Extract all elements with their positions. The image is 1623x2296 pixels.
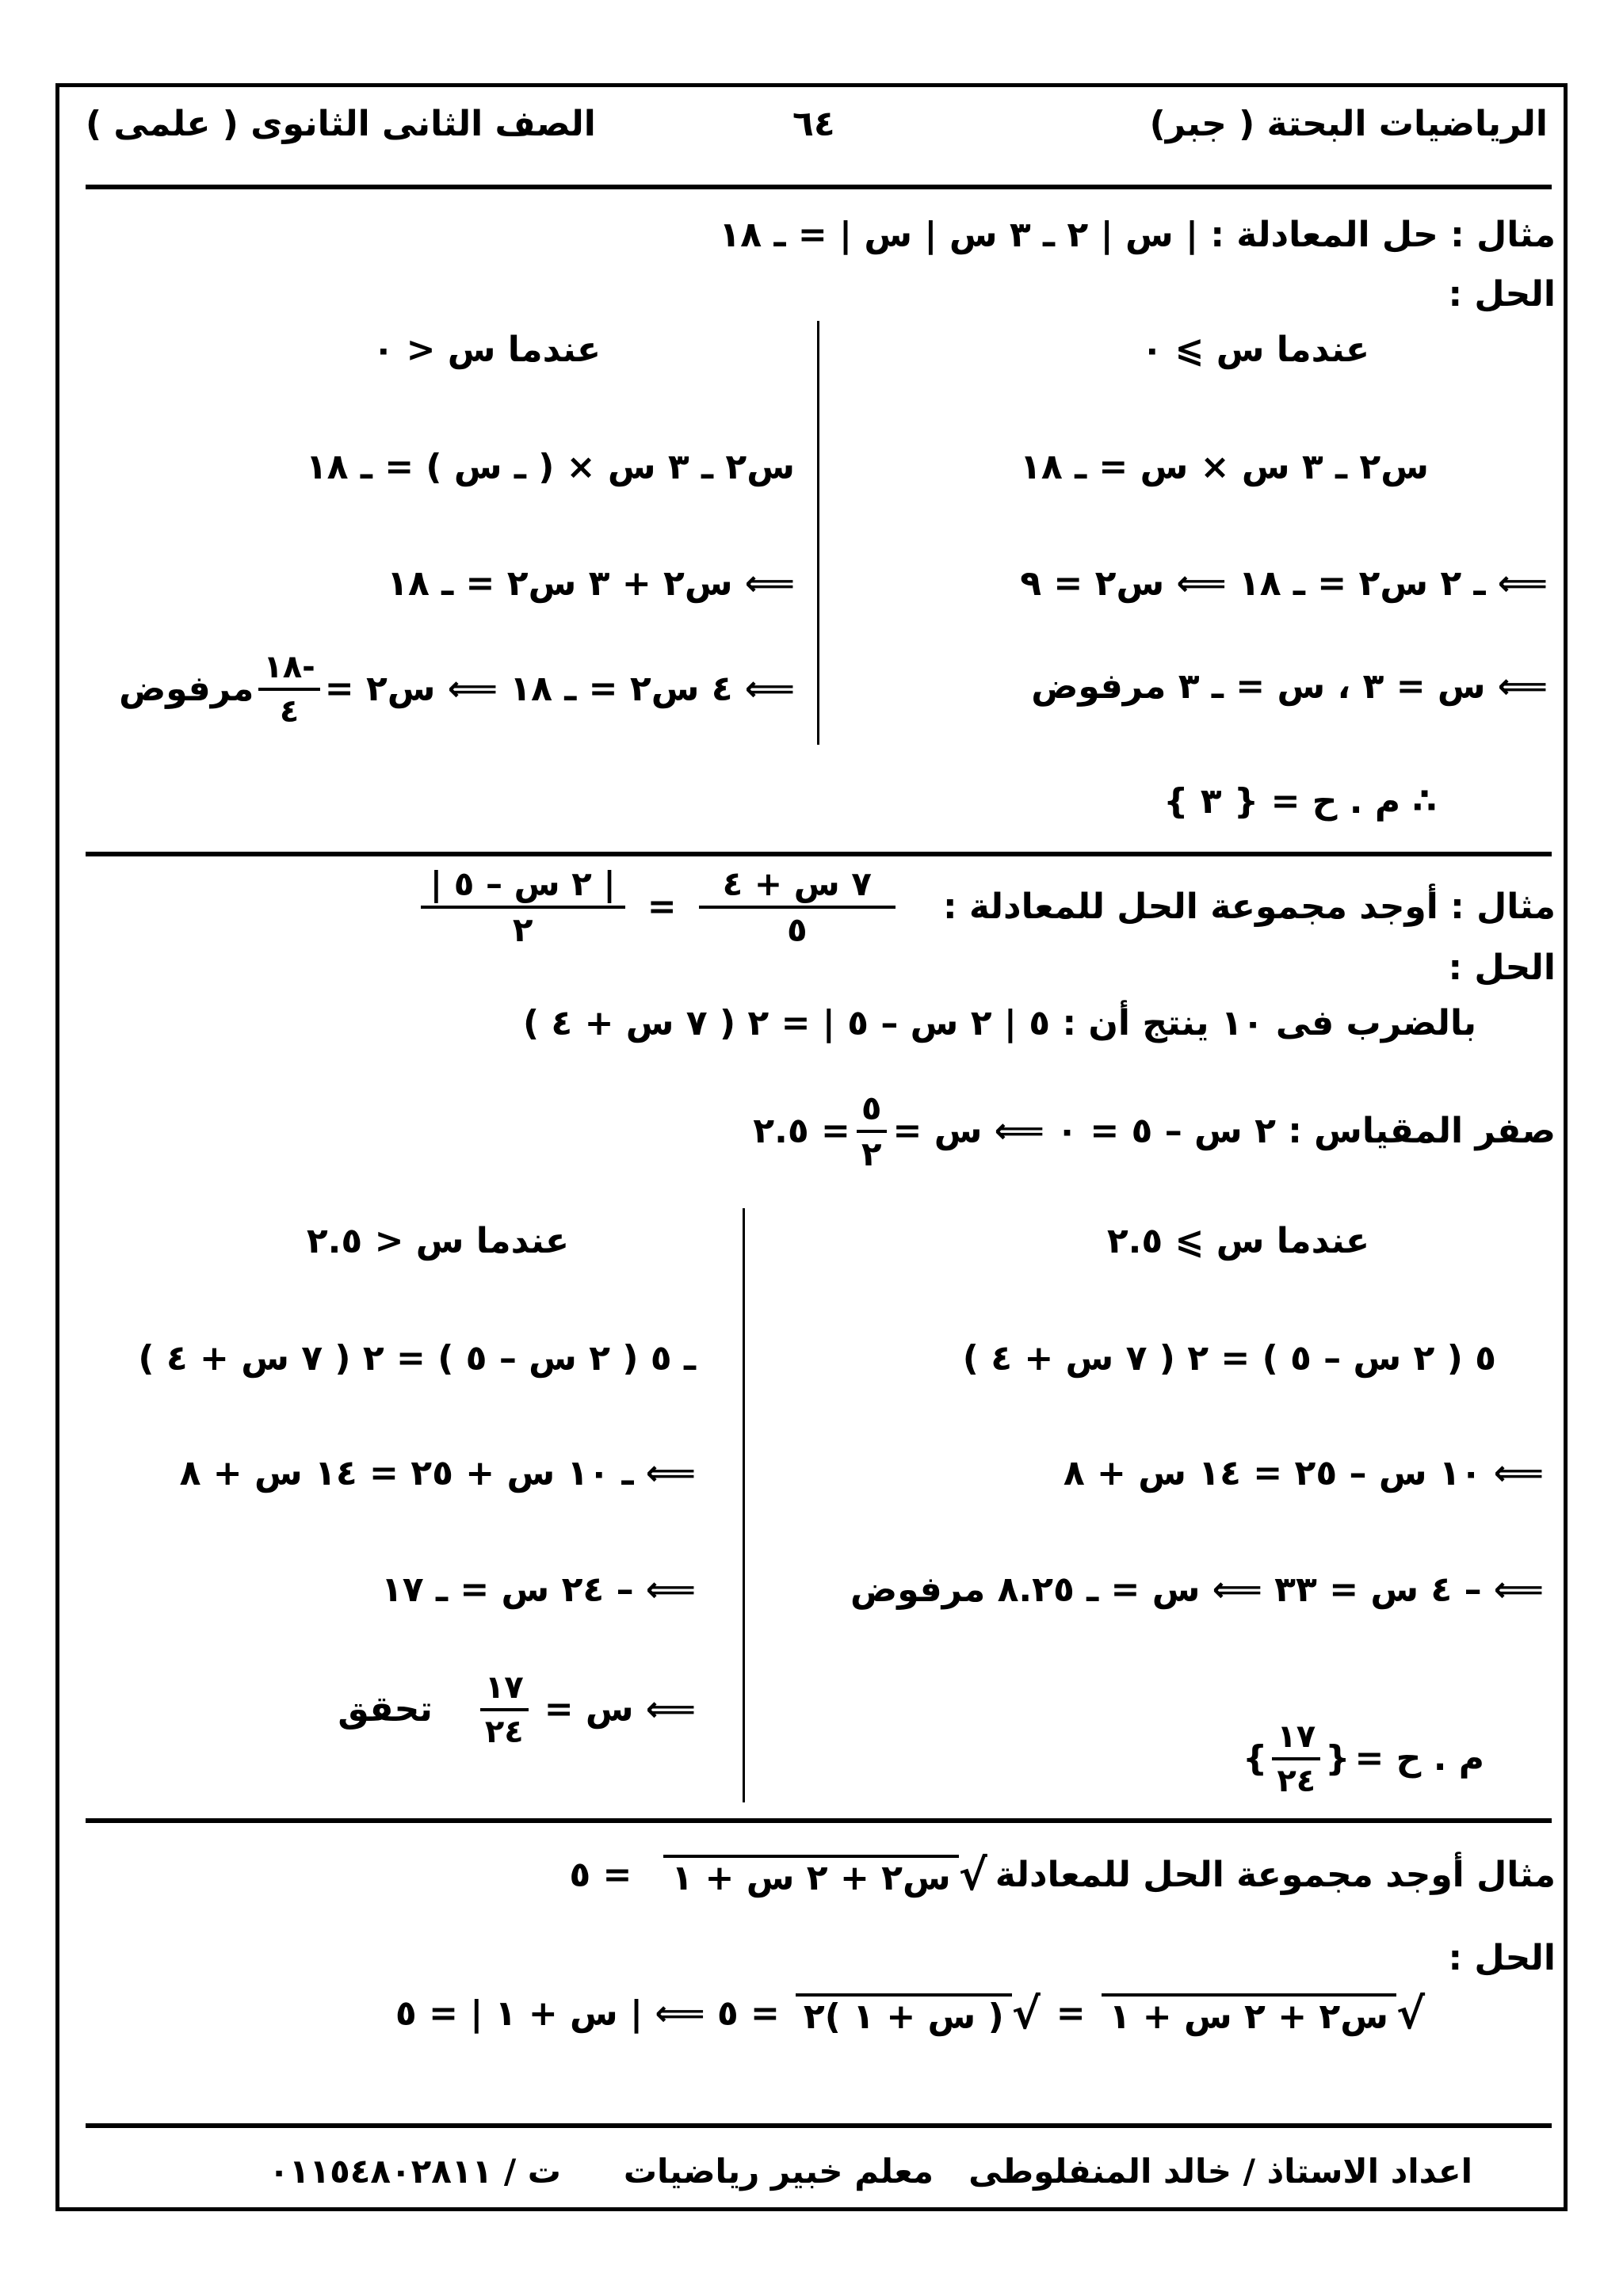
example1-left-line-3 <box>119 649 795 730</box>
fraction-denominator: ٢٤ <box>1277 1763 1316 1799</box>
example2-left-line-3: ⟸ – ٢٤ س = ـ ١٧ <box>380 1569 696 1610</box>
example2-left-line-2: ⟸ ـ ١٠ س + ٢٥ = ١٤ س + ٨ <box>179 1453 696 1493</box>
fraction-numerator: ١٧ <box>480 1672 529 1711</box>
example2-zero-fraction <box>857 1089 887 1173</box>
example3-title: مثال أوجد مجموعة الحل للمعادلة <box>995 1855 1556 1895</box>
example1-left-line-1: س٢ ـ ٣ س × ( ـ س ) = ـ ١٨ <box>305 447 795 487</box>
example3-step-rest: = ٥ ⟸ | س + ١ | = ٥ <box>395 1993 780 2034</box>
example2-divider <box>86 1818 1552 1823</box>
fraction-denominator: ٢٤ <box>484 1714 524 1750</box>
fraction-numerator: | ٢ س – ٥ | <box>421 868 625 909</box>
example2-right-line-2: ⟸ ١٠ س – ٢٥ = ١٤ س + ٨ <box>1063 1453 1544 1493</box>
example2-zero-line <box>753 1089 1556 1173</box>
example2-left-line-4 <box>338 1669 696 1750</box>
fraction-denominator: ٢ <box>861 1135 882 1173</box>
fraction-denominator: ٢ <box>512 910 533 949</box>
example1-case-left-title: عندما س < ٠ <box>372 330 601 370</box>
example1-right-line-3: ⟸ س = ٣ ، س = ـ ٣ مرفوض <box>1031 666 1548 707</box>
example2-solution-label: الحل : <box>1448 948 1556 988</box>
example2-left-final-prefix: ⟸ س = <box>544 1689 696 1730</box>
header-grade: الصف الثانى الثانوى ( علمى ) <box>86 104 596 144</box>
footer-phone: ت / ٠١١٥٤٨٠٢٨١١ <box>269 2152 561 2191</box>
example1-left-line-3-text: ⟸ ٤ س٢ = ـ ١٨ ⟸ س٢ = <box>324 669 795 709</box>
example2-lhs-fraction <box>699 864 896 949</box>
header-subject: الرياضيات البحتة ( جبر) <box>1149 104 1548 144</box>
example3-rhs: = ٥ <box>569 1855 632 1895</box>
example3-step-radicand-2: ( س + ١ )٢ <box>796 1993 1012 2035</box>
example2-zero-text: صفر المقياس : ٢ س – ٥ = ٠ ⟸ س = <box>892 1111 1556 1151</box>
example2-case-divider <box>743 1208 745 1802</box>
footer-author: اعداد الاستاذ / خالد المنفلوطى <box>968 2152 1472 2191</box>
example3-title-line <box>569 1850 1556 1900</box>
example3-solution-label: الحل : <box>1448 1938 1556 1978</box>
example2-rhs-fraction <box>421 864 625 949</box>
example2-title-line <box>421 864 1556 949</box>
example2-left-line-1: ـ ٥ ( ٢ س – ٥ ) = ٢ ( ٧ س + ٤ ) <box>138 1338 696 1379</box>
example2-solution-set: م . ح = { $\frac{١٧}{٢٤}$ } <box>1243 1718 1484 1799</box>
example1-right-line-1: س٢ ـ ٣ س × س = ـ ١٨ <box>1020 447 1429 487</box>
fraction-numerator: -١٨ <box>258 651 319 691</box>
example3-step-equals: = <box>1056 1993 1086 2034</box>
example2-right-line-1: ٥ ( ٢ س – ٥ ) = ٢ ( ٧ س + ٤ ) <box>962 1338 1496 1379</box>
example2-title: مثال : أوجد مجموعة الحل للمعادلة : <box>942 887 1556 927</box>
example1-title: مثال : حل المعادلة : | س | ٢ ـ ٣ س | س | = ـ ١٨ <box>719 215 1556 255</box>
rejected-label: مرفوض <box>119 669 254 709</box>
example2-case-left-title: عندما س < ٢.٥ <box>306 1221 569 1261</box>
example2-zero-value: = ٢.٥ <box>753 1111 850 1151</box>
header-divider <box>86 185 1552 189</box>
footer-divider <box>86 2123 1552 2128</box>
verified-label: تحقق <box>338 1689 433 1730</box>
example1-left-fraction <box>258 649 319 730</box>
fraction-numerator: ٧ س + ٤ <box>699 868 896 909</box>
fraction-denominator: ٥ <box>786 910 808 949</box>
example1-solution-set: ∴ م . ح = { ٣ } <box>1163 781 1437 822</box>
radical-sign-icon: √ <box>1396 1989 1425 2039</box>
example1-case-right-title: عندما س ⩾ ٠ <box>1141 330 1369 370</box>
example1-solution-label: الحل : <box>1448 274 1556 315</box>
solution-set-prefix: م . ح = <box>1354 1738 1484 1779</box>
example3-step-line <box>395 1989 1425 2039</box>
example2-case-right-title: عندما س ⩾ ٢.٥ <box>1106 1221 1369 1261</box>
example1-right-line-2: ⟸ ـ ٢ س٢ = ـ ١٨ ⟸ س٢ = ٩ <box>1020 563 1548 604</box>
example2-right-line-3: ⟸ – ٤ س = ٣٣ ⟸ س = ـ ٨.٢٥ مرفوض <box>850 1569 1544 1610</box>
footer-title: معلم خبير رياضيات <box>623 2152 934 2191</box>
page-number: ٦٤ <box>792 104 835 144</box>
example1-case-divider <box>817 321 819 745</box>
fraction-numerator: ٥ <box>857 1092 887 1133</box>
example1-divider <box>86 852 1552 856</box>
equals-sign: = <box>647 887 677 927</box>
solution-set-fraction <box>1272 1718 1320 1799</box>
example3-step-radicand: س٢ + ٢ س + ١ <box>1102 1993 1396 2035</box>
fraction-denominator: ٤ <box>279 693 300 730</box>
radical-sign-icon: √ <box>1011 1989 1041 2039</box>
example3-radicand: س٢ + ٢ س + ١ <box>663 1855 958 1896</box>
radical-sign-icon: √ <box>958 1850 987 1900</box>
example1-left-line-2: ⟸ س٢ + ٣ س٢ = ـ ١٨ <box>387 563 795 604</box>
fraction-numerator: ١٧ <box>1272 1721 1320 1760</box>
example2-left-final-fraction <box>480 1669 529 1750</box>
example2-multiply-line: بالضرب فى ١٠ ينتج أن : ٥ | ٢ س – ٥ | = ٢ ( ٧ س + ٤ ) <box>522 1003 1476 1043</box>
